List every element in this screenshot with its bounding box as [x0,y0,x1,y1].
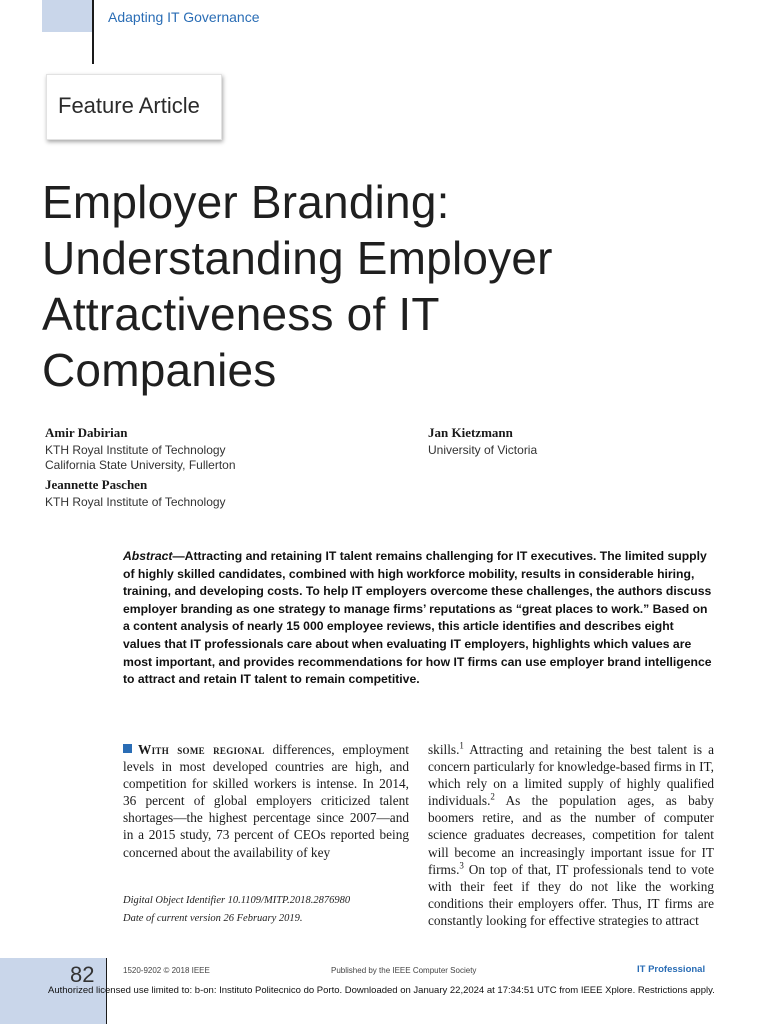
doi-line: Digital Object Identifier 10.1109/MITP.2018.2876980 [123,895,351,906]
title-line: Understanding Employer [42,232,553,284]
title-line: Attractiveness of IT [42,288,440,340]
date-line: Date of current version 26 February 2019. [123,913,303,924]
lead-in: With some regional [138,742,265,757]
reference-marker[interactable]: 3 [459,860,464,871]
body-column-right [428,741,714,929]
author-name: Jeannette Paschen [45,477,148,492]
body-text: Attracting and retaining the best talent is a concern particularly for knowledge-based firms in IT, which rely on a limited supply of highly qualified individuals. [428,742,714,809]
reference-marker[interactable]: 2 [490,791,495,802]
title-line: Companies [42,344,277,396]
abstract-label: Abstract [123,549,173,563]
license-notice: Authorized licensed use limited to: b-on: Instituto Politecnico do Porto. Downloaded on January 22,2024 at 17:34:51 UTC from IEEE Xplore. Restrictions apply. [48,985,715,996]
author-block-2 [45,477,226,510]
journal-name: IT Professional [637,964,706,975]
abstract [123,548,713,689]
author-affiliation: KTH Royal Institute of Technology [45,495,226,509]
author-name: Jan Kietzmann [428,425,513,440]
feature-article-label: Feature Article [58,93,200,118]
corner-vertical-rule [92,0,94,64]
body-column-left [123,741,409,861]
abstract-text: —Attracting and retaining IT talent remains challenging for IT executives. The limited supply of highly skilled candidates, combined with high workforce mobility, results in considerable hiring, training, and developing costs. To help IT employers overcome these challenges, the authors discuss employer branding as one strategy to manage firms’ reputations as “great places to work.” Based on a content analysis of nearly 15 000 employee reviews, this article identifies and describes eight values that IT professionals care about when evaluating IT employers, highlights which values are most important, and provides recommendations for how IT firms can use employer brand intelligence to attract and retain IT talent to remain competitive. [123,549,712,687]
article-title [42,174,732,398]
section-start-square-icon [123,744,132,753]
corner-accent-block [42,0,92,32]
page-number: 82 [70,962,95,987]
issn-line: 1520-9202 © 2018 IEEE [123,966,210,975]
body-text: As the population ages, as baby boomers retire, and as the number of computer science graduates decreases, competition for talent will become an increasingly important issue for IT firms. [428,793,714,877]
author-name: Amir Dabirian [45,425,128,440]
body-text: skills. [428,742,460,757]
author-affiliation: KTH Royal Institute of Technology [45,443,226,457]
body-text: differences, employment levels in most developed countries are high, and competition for skilled workers is intense. In 2014, 36 percent of global employers criticized talent shortages—the highest percentage since 2007—and in a 2015 study, 73 percent of CEOs reported being concerned about the availability of key [123,742,409,860]
publisher-line: Published by the IEEE Computer Society [331,966,477,975]
author-block-3 [428,425,537,458]
reference-marker[interactable]: 1 [459,740,464,751]
author-affiliation: University of Victoria [428,443,538,457]
author-affiliation: California State University, Fullerton [45,458,236,472]
author-block-1 [45,425,236,473]
body-text: On top of that, IT professionals tend to vote with their feet if they do not like the working conditions their employers offer. Thus, IT firms are constantly looking for effective strategies to attract [428,861,714,928]
title-line: Employer Branding: [42,176,450,228]
section-label[interactable]: Adapting IT Governance [108,9,260,25]
